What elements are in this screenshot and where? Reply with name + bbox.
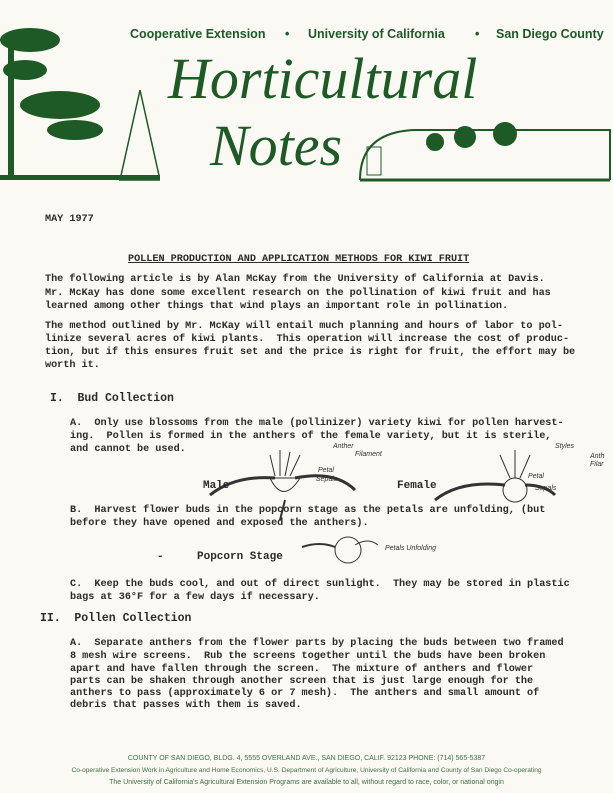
footer-nondiscrimination: The University of California's Agricultural Extension Programs are available to all, without regard to race, color, or national origin [109,779,504,786]
annotation-styles: Styles [555,443,575,450]
annotation-sepals: Sepals [316,476,338,483]
section1-c-line: bags at 36°F for a few days if necessary. [70,592,320,603]
popcorn-dash: - [157,551,164,563]
footer-cooperation: Co-operative Extension Work in Agriculture and Home Economics, U.S. Department of Agriculture, University of California and County of San Diego Co-operating [71,767,542,774]
header-org-university: University of California [308,27,445,41]
date: MAY 1977 [45,214,94,225]
intro2-line: linize several acres of kiwi plants. This operation will increase the cost of produc- [45,334,570,345]
intro2-line: The method outlined by Mr. McKay will entail much planning and hours of labor to pol- [45,321,563,332]
section2-heading: II. Pollen Collection [40,612,192,625]
section1-a-line: ing. Pollen is formed in the anthers of the female variety, but it is sterile, [70,431,552,442]
section1-heading: I. Bud Collection [50,392,174,405]
header-org-cooperative-extension: Cooperative Extension [130,27,266,41]
section1-b-line: before they have opened and exposed the anthers). [70,518,369,529]
masthead-title-line2: Notes [210,113,343,178]
section2-a-line: anthers to pass (approximately 6 or 7 mesh). The anthers and small amount of [70,688,540,699]
header-org-county: San Diego County [496,27,604,41]
annotation-anther: Anther [333,443,354,450]
annotation-filament: Filament [355,451,382,458]
footer-address: COUNTY OF SAN DIEGO, BLDG. 4, 5555 OVERLAND AVE., SAN DIEGO, CALIF. 92123 PHONE: (714) 565-5387 [127,755,486,762]
intro-line: Mr. McKay has done some excellent research on the pollination of kiwi fruit and has [45,288,551,299]
female-label: Female [397,480,437,492]
greenhouse-illustration [355,112,613,182]
section2-a-line: A. Separate anthers from the flower parts by placing the buds between two framed [70,638,564,649]
annotation-petals-unfolding: Petals Unfolding [385,545,436,552]
article-title: POLLEN PRODUCTION AND APPLICATION METHODS FOR KIWI FRUIT [128,254,470,265]
header-bullet: • [285,27,290,41]
intro-line: learned among other things that wind plays an important role in pollination. [45,301,509,312]
annotation-petal: Petal [318,467,334,474]
male-label: Male [203,480,230,492]
annotation-sepals: Sepals [535,485,557,492]
intro2-line: worth it. [45,360,100,371]
header-bullet: • [475,27,480,41]
section1-a-line: and cannot be used. [70,444,186,455]
annotation-anth: Anth [590,453,605,460]
section1-b-line: B. Harvest flower buds in the popcorn stage as the petals are unfolding, (but [70,505,546,516]
section1-a-line: A. Only use blossoms from the male (pollinizer) variety kiwi for pollen harvest- [70,418,564,429]
intro2-line: tion, but if this ensures fruit set and the price is right for fruit, the effort may be [45,347,576,358]
section2-a-line: debris that passes with them is saved. [70,700,302,711]
masthead-title-line1: Horticultural [168,46,478,111]
section2-a-line: 8 mesh wire screens. Rub the screens together until the buds have been broken [70,651,546,662]
intro-line: The following article is by Alan McKay from the University of California at Davis. [45,274,545,285]
annotation-filar: Filar [590,461,604,468]
section1-c-line: C. Keep the buds cool, and out of direct sunlight. They may be stored in plastic [70,579,570,590]
popcorn-stage-label: Popcorn Stage [197,551,283,563]
section2-a-line: parts can be shaken through another screen that is just large enough for the [70,676,534,687]
popcorn-bud-drawing [300,535,390,570]
section2-a-line: apart and have fallen through the screen. The mixture of anthers and flower [70,664,534,675]
annotation-petal: Petal [528,473,544,480]
